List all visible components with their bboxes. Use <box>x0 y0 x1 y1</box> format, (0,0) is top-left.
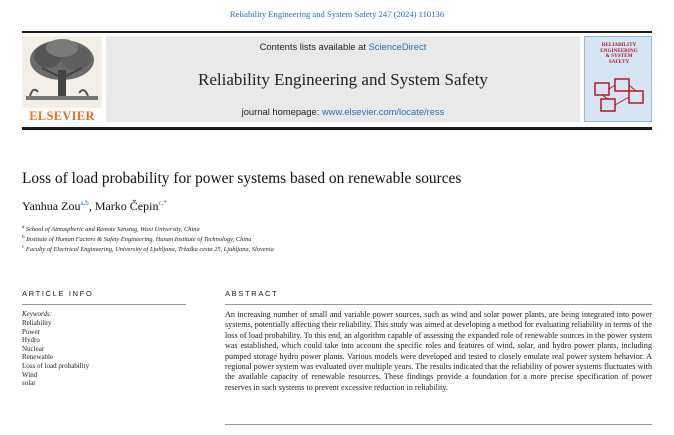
keyword: Wind <box>22 370 38 379</box>
author-affiliation-marks[interactable]: a,b <box>80 199 89 207</box>
author-list: Yanhua Zou$^{a,b}$, Marko Čepin$^{c,*}$ <box>22 199 167 213</box>
abstract-heading: ABSTRACT <box>225 289 279 298</box>
affiliation <box>22 235 251 243</box>
article-info-rule <box>22 304 186 305</box>
keyword: Nuclear <box>22 344 45 353</box>
journal-name[interactable]: Reliability Engineering and System Safety <box>198 70 488 89</box>
affiliation-mark: c <box>22 245 25 250</box>
elsevier-wordmark[interactable]: ELSEVIER <box>29 109 95 123</box>
homepage-prefix: journal homepage: <box>241 106 322 117</box>
keyword: solar <box>22 379 36 388</box>
author-name[interactable]: Yanhua Zou <box>22 199 81 213</box>
keyword: Hydro <box>22 336 40 345</box>
affiliation-text: Institute of Human Factors & Safety Engineering, Hunan Institute of Technology, China <box>26 236 252 244</box>
abstract-text: An increasing number of small and variable power sources, such as wind and solar power plants, are being integrated into power systems, potentially affecting their reliability. This study was aimed at developing a method for evaluating reliability in terms of the loss of load probability. To this end, an algorithm capable of assessing the expanded role of renewable sources in the power system was established, which could take into account the specific roles and features of wind, solar, and hydro power plants, including pumped storage hydro power plants. Various models were developed and tested to closely emulate real power system behavior. A regional power system was evaluated over multiple years. The results indicated that the reliability of power systems fluctuates with the available capacity of renewable resources. These findings provide a foundation for a more precise specification of power reserves in such systems to prevent excessive reduction in reliability. <box>225 310 652 392</box>
article-title: Loss of load probability for power systems based on renewable sources <box>22 170 462 187</box>
sciencedirect-link[interactable]: ScienceDirect <box>368 41 427 52</box>
author-name[interactable]: Marko Čepin <box>94 199 159 213</box>
cover-title-line: & SYSTEM <box>605 53 633 60</box>
article-info-heading: ARTICLE INFO <box>22 289 94 298</box>
cover-title <box>587 43 651 65</box>
homepage-link[interactable]: www.elsevier.com/locate/ress <box>321 106 445 117</box>
abstract-rule <box>225 304 652 305</box>
affiliation-mark: b <box>22 235 25 240</box>
keyword: Reliability <box>22 319 52 327</box>
cover-illustration <box>591 77 647 115</box>
top-rule <box>22 31 652 33</box>
journal-citation[interactable]: Reliability Engineering and System Safety 247 (2024) 110136 <box>229 9 445 19</box>
affiliation-text: School of Atmospheric and Remote Sensing, Wuxi University, China <box>25 226 200 234</box>
keywords-label: Keywords: <box>22 310 53 318</box>
abstract-bottom-rule <box>225 424 652 425</box>
affiliation-mark: a <box>22 225 25 230</box>
affiliation-text: Faculty of Electrical Engineering, University of Ljubljana, Tržaška cesta 25, Ljubljana, Slovenia <box>25 246 274 254</box>
journal-cover-thumbnail[interactable] <box>584 36 652 122</box>
header-rule <box>22 127 652 130</box>
cover-title-line: SAFETY <box>608 58 630 65</box>
contents-availability <box>106 41 580 52</box>
author-affiliation-marks[interactable]: c,* <box>158 199 167 207</box>
cover-title-line: RELIABILITY <box>601 42 637 48</box>
keyword: Renewable <box>22 353 54 362</box>
contents-prefix: Contents lists available at <box>259 41 369 52</box>
keyword: Loss of load probability <box>22 361 90 370</box>
keyword: Power <box>22 327 40 336</box>
keywords-list <box>22 319 89 388</box>
affiliation <box>22 245 274 253</box>
affiliation <box>22 225 200 233</box>
cover-title-line: ENGINEERING <box>600 47 638 54</box>
journal-homepage <box>106 106 580 117</box>
